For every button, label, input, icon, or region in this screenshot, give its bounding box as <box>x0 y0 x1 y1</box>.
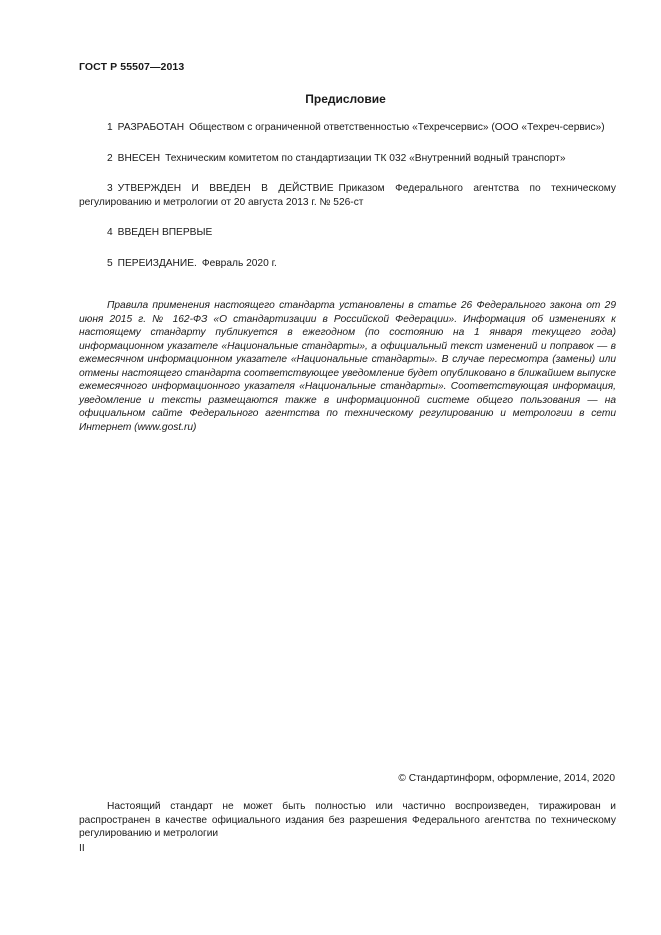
item-number: 2 <box>107 152 113 164</box>
item-text: Обществом с ограниченной ответственностью «Техречсервис» (ООО «Техреч-сервис») <box>189 122 605 133</box>
copyright-line: © Стандартинформ, оформление, 2014, 2020 <box>398 773 615 784</box>
foreword-item-5 <box>79 257 616 271</box>
foreword-item-4 <box>79 226 616 240</box>
item-lead: ВНЕСЕН <box>117 152 161 164</box>
foreword-item-2 <box>79 152 616 166</box>
page-title: Предисловие <box>305 92 386 106</box>
item-number: 5 <box>107 257 113 269</box>
reproduction-notice: Настоящий стандарт не может быть полностью или частично воспроизведен, тиражирован и распространен в качестве официального издания без разрешения Федерального агентства по техническому регулированию и метрологии <box>79 801 616 839</box>
item-number: 4 <box>107 227 113 238</box>
item-text: Техническим комитетом по стандартизации ТК 032 «Внутренний водный транспорт» <box>165 152 566 164</box>
foreword-items <box>79 121 616 287</box>
item-number: 1 <box>107 122 113 133</box>
item-text: Приказом Федерального агентства по техническому регулированию и метрологии от 20 августа 2013 г. № 526-ст <box>79 183 616 208</box>
item-text: Февраль 2020 г. <box>201 257 277 269</box>
item-lead: УТВЕРЖДЕН И ВВЕДЕН В ДЕЙСТВИЕ <box>117 183 334 194</box>
page-number: II <box>79 843 85 854</box>
item-lead: ПЕРЕИЗДАНИЕ. <box>117 257 197 269</box>
standard-header: ГОСТ Р 55507—2013 <box>79 61 185 73</box>
foreword-item-3 <box>79 182 616 209</box>
item-number: 3 <box>107 183 113 194</box>
application-rules-notice: Правила применения настоящего стандарта установлены в статье 26 Федерального закона от 29 июня 2015 г. № 162-ФЗ «О стандартизации в Российской Федерации». Информация об изменениях к настоящему стандарту публикуется в ежегодном (по состоянию на 1 января текущего года) информационном указателе «Национальные стандарты», а официальный текст изменений и поправок — в ежемесячном информационном указателе «Национальные стандарты». В случае пересмотра (замены) или отмены настоящего стандарта соответствующее уведомление будет опубликовано в ближайшем выпуске ежемесячного информационного указателя «Национальные стандарты». Соответствующая информация, уведомление и тексты размещаются также в информационной системе общего пользования — на официальном сайте Федерального агентства по техническому регулированию и метрологии в сети Интернет (www.gost.ru) <box>79 300 616 433</box>
foreword-item-1 <box>79 121 616 135</box>
item-lead: РАЗРАБОТАН <box>117 122 185 133</box>
item-lead: ВВЕДЕН ВПЕРВЫЕ <box>117 227 213 238</box>
